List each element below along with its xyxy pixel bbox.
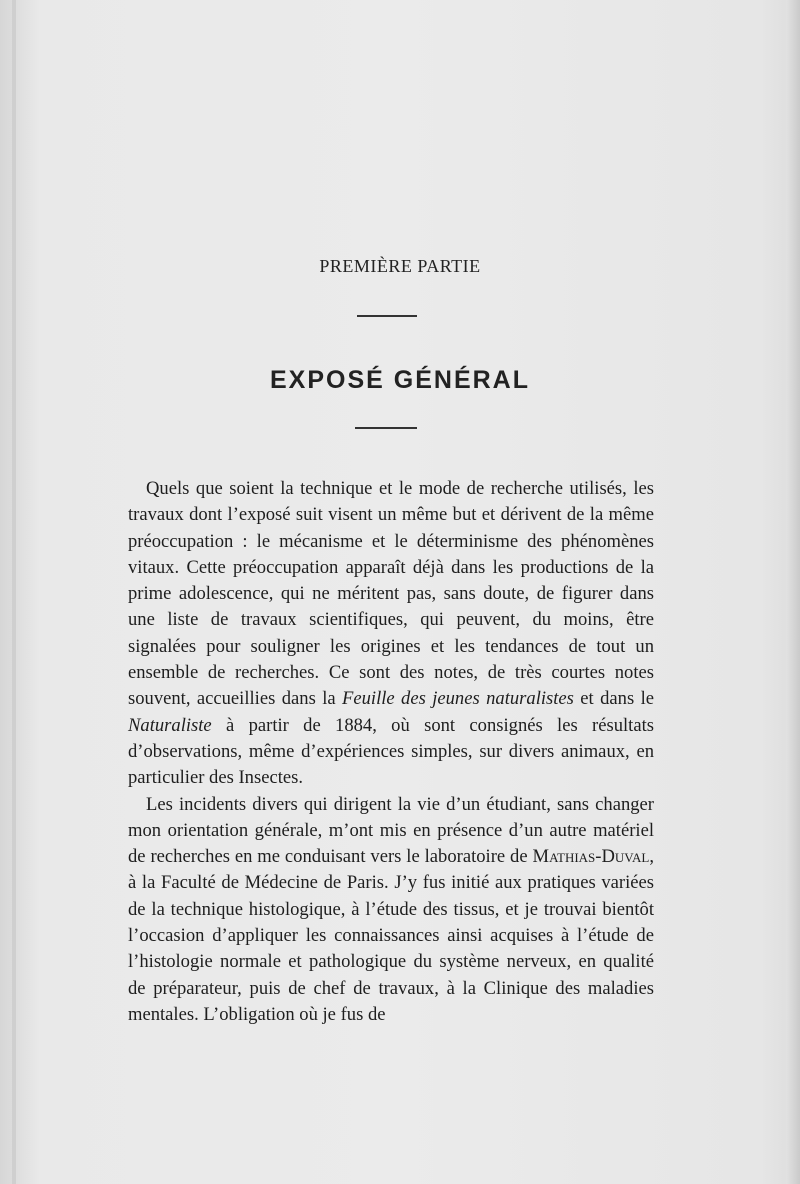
divider-rule-top: [357, 315, 417, 317]
journal-title-feuille: Feuille des jeunes naturalistes: [342, 688, 574, 710]
paragraph-1-text-a: Quels que soient la technique et le mode de recherche utilisés, les travaux dont l’exposé suit visent un même but et dérivent de la même préoccupation : le mécanisme et le déterminisme des phénomènes vitaux. Cette préoccupation apparaît déjà dans les productions de la prime adolescence, qui ne méritent pas, sans doute, de figurer dans une liste de travaux scientifiques, qui peuvent, du moins, être signalées pour souligner les origines et les tendances de tout un ensemble de recherches. Ce sont des notes, de très courtes notes souvent, accueillies dans la: [128, 478, 654, 710]
person-name: Mathias-Duval: [532, 846, 650, 868]
paragraph-1: [128, 476, 654, 792]
paragraph-1-text-c: à partir de 1884, où sont consignés les résultats d’observations, même d’expériences simples, sur divers animaux, en particulier des Insectes.: [128, 714, 654, 789]
divider-rule-bottom: [355, 427, 417, 429]
page-right-edge: [786, 0, 800, 1184]
main-title: EXPOSÉ GÉNÉRAL: [270, 366, 530, 394]
paragraph-2-text-a: Les incidents divers qui dirigent la vie d’un étudiant, sans changer mon orientation générale, m’ont mis en présence d’un autre matériel de recherches en me conduisant vers le laboratoire de: [128, 793, 654, 868]
body-text: [128, 476, 654, 1028]
part-title: PREMIÈRE PARTIE: [319, 256, 481, 276]
paragraph-2-text-b: , à la Faculté de Médecine de Paris. J’y fus initié aux pratiques variées de la technique histologique, à l’étude des tissus, et je trouvai bientôt l’occasion d’appliquer les connaissances ainsi acquises à l’étude de l’histologie normale et pathologique du système nerveux, en qualité de préparateur, puis de chef de travaux, à la Clinique des maladies mentales. L’obligation où je fus de: [128, 846, 654, 1025]
page-left-edge: [12, 0, 16, 1184]
journal-title-naturaliste: Naturaliste: [128, 714, 212, 736]
paragraph-1-text-b: et dans le: [573, 688, 654, 710]
paragraph-2: [128, 792, 654, 1029]
